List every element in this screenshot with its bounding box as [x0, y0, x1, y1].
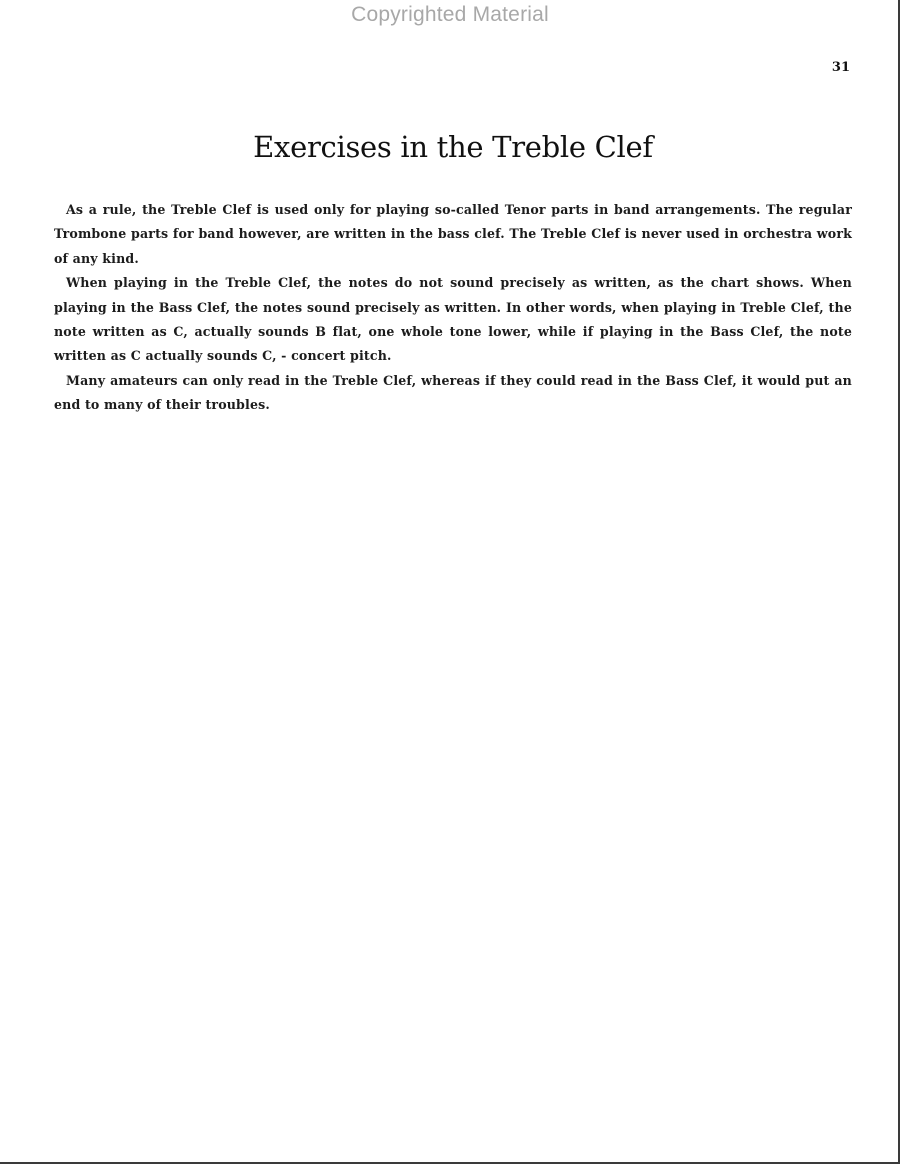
- paragraph-pitch-difference: When playing in the Treble Clef, the notes do not sound precisely as written, as the chart shows. When playing in the Bass Clef, the notes sound precisely as written. In other words, when playing in Treble Clef, the note written as C, actually sounds B flat, one whole tone lower, while if playing in the Bass Clef, the note written as C actually sounds C, - concert pitch.: [54, 275, 852, 364]
- body-text: [54, 198, 852, 418]
- copyright-watermark: Copyrighted Material: [351, 3, 549, 26]
- paragraph-treble-clef-usage: As a rule, the Treble Clef is used only for playing so-called Tenor parts in band arrangements. The regular Trombone parts for band however, are written in the bass clef. The Treble Clef is never used in orchestra work of any kind.: [54, 202, 852, 266]
- page-number: 31: [831, 60, 850, 75]
- paragraph-amateurs: Many amateurs can only read in the Treble Clef, whereas if they could read in the Bass Clef, it would put an end to many of their troubles.: [54, 372, 852, 413]
- page-title: Exercises in the Treble Clef: [253, 130, 653, 164]
